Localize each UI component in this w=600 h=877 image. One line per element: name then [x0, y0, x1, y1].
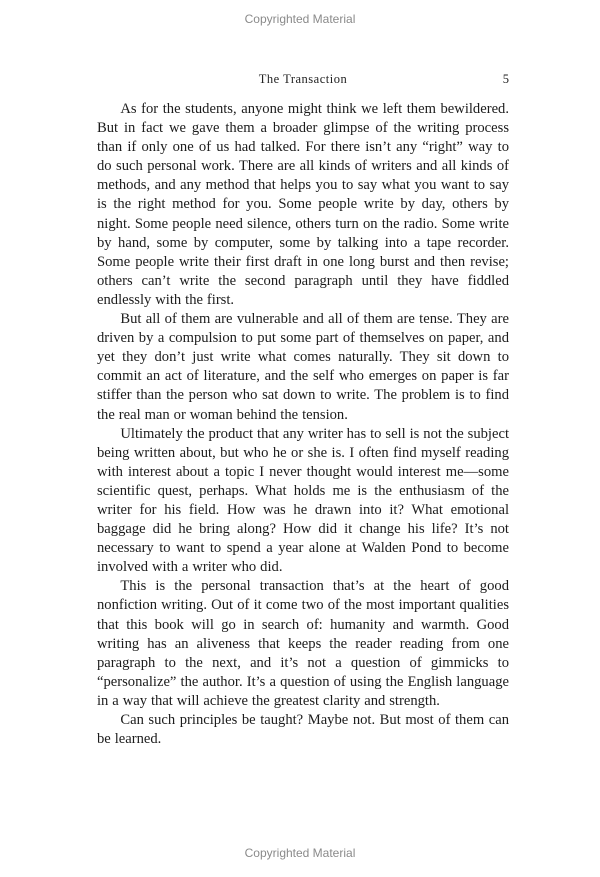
- page-number: 5: [502, 72, 509, 86]
- paragraph: But all of them are vulnerable and all of them are tense. They are driven by a compulsion to put some part of themselves on paper, and yet they don’t just write what comes naturally. They sit down to commit an act of literature, and the self who emerges on paper is far stiffer than the person who sat down to write. The problem is to find the real man or woman behind the tension.: [97, 311, 509, 423]
- chapter-title: The Transaction: [258, 72, 348, 86]
- copyright-notice-top: Copyrighted Material: [244, 12, 356, 26]
- paragraph: As for the students, anyone might think we left them bewildered. But in fact we gave them a broader glimpse of the writing process than if only one of us had talked. For there isn’t any “right” way to do such personal work. There are all kinds of writers and all kinds of methods, and any method that helps you to say what you want to say is the right method for you. Some people write by day, others by night. Some people need silence, others turn on the radio. Some write by hand, some by computer, some by talking into a tape recorder. Some people write their first draft in one long burst and then revise; others can’t write the second paragraph until they have fiddled endlessly with the first.: [97, 101, 509, 308]
- paragraph: Can such principles be taught? Maybe not. But most of them can be learned.: [97, 712, 509, 748]
- paragraph: Ultimately the product that any writer has to sell is not the subject being written about, but who he or she is. I often find myself reading with interest about a topic I never thought would interest me—some scientific quest, perhaps. What holds me is the enthusiasm of the writer for his field. How was he drawn into it? What emotional baggage did he bring along? How did it change his life? It’s not necessary to want to spend a year alone at Walden Pond to become involved with a writer who did.: [97, 425, 509, 576]
- running-header: [97, 72, 509, 88]
- paragraph: This is the personal transaction that’s at the heart of good nonfiction writing. Out of it come two of the most important qualities that this book will go in search of: humanity and warmth. Good writing has an aliveness that keeps the reader reading from one paragraph to the next, and it’s not a question of gimmicks to “personalize” the author. It’s a question of using the English language in a way that will achieve the greatest clarity and strength.: [97, 578, 509, 709]
- copyright-notice-bottom: Copyrighted Material: [244, 846, 356, 860]
- body-text: [97, 100, 509, 749]
